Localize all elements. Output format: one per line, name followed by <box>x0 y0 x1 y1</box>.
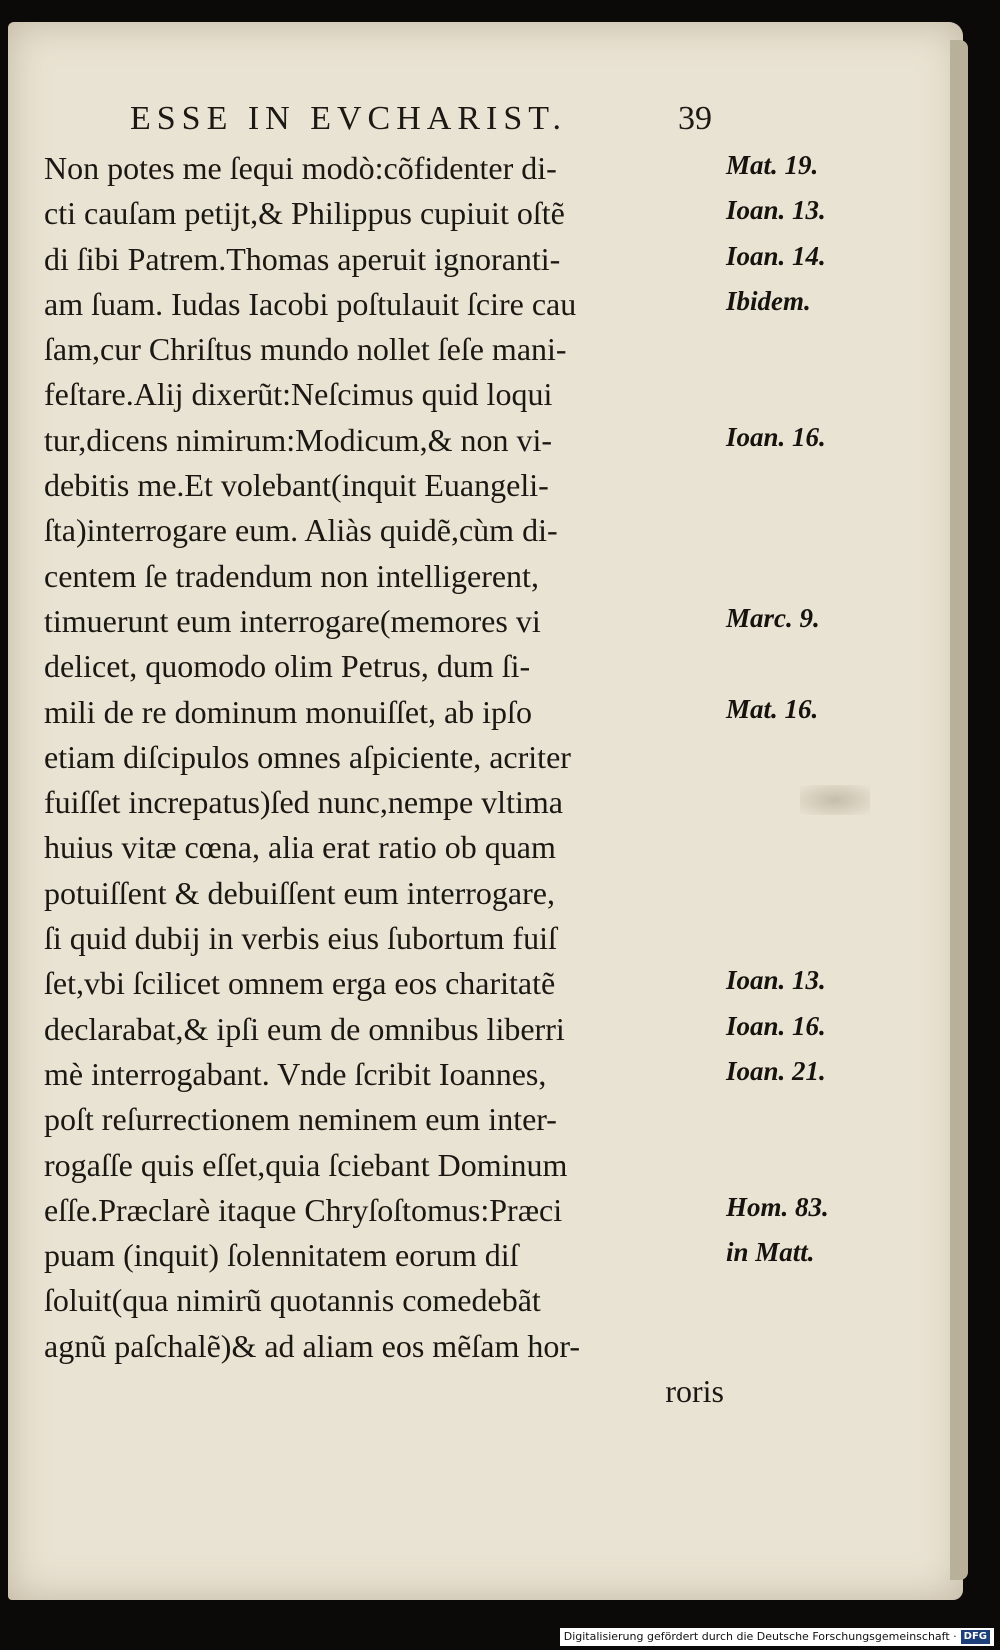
page-header <box>130 100 730 146</box>
text-line: mili de re dominum monuiſſet, ab ipſo <box>44 693 532 730</box>
marginal-note: Hom. 83. <box>726 1191 829 1222</box>
marginal-note: Ioan. 21. <box>726 1056 826 1086</box>
text-line: eſſe.Præclarè itaque Chryſoſtomus:Præci <box>44 1191 563 1228</box>
text-line: debitis me.Et volebant(inquit Euangeli- <box>44 467 549 504</box>
text-line: di ſibi Patrem.Thomas aperuit ignoranti- <box>44 240 561 277</box>
text-line: agnũ paſchalẽ)& ad aliam eos mẽſam hor- <box>44 1327 581 1364</box>
page-number: 39 <box>678 100 712 137</box>
text-line: ſet,vbi ſcilicet omnem erga eos charitatẽ <box>44 965 556 1002</box>
text-line: puam (inquit) ſolennitatem eorum diſ <box>44 1237 519 1274</box>
text-line: potuiſſent & debuiſſent eum interrogare, <box>44 874 555 911</box>
marginal-note: Ioan. 14. <box>726 240 826 271</box>
text-line: centem ſe tradendum non intelligerent, <box>44 557 539 594</box>
text-line: rogaſſe quis eſſet,quia ſciebant Dominum <box>44 1146 568 1183</box>
text-line: am ſuam. Iudas Iacobi poſtulauit ſcire cau <box>44 285 577 322</box>
page-edge <box>950 40 968 1580</box>
marginal-note: Mat. 19. <box>726 150 819 180</box>
text-line: timuerunt eum interrogare(memores vi <box>44 602 541 639</box>
text-line: cti cauſam petijt,& Philippus cupiuit oſtẽ <box>44 195 565 232</box>
text-line: ſta)interrogare eum. Aliàs quidẽ,cùm di- <box>44 512 558 549</box>
text-line: etiam diſcipulos omnes aſpiciente, acriter <box>44 738 571 775</box>
running-head: ESSE IN EVCHARIST. <box>130 100 567 137</box>
page-smudge <box>800 785 870 815</box>
digitization-credit <box>560 1628 994 1646</box>
marginal-note: Marc. 9. <box>726 603 820 633</box>
text-line: ſam,cur Chriſtus mundo nollet ſeſe mani- <box>44 331 567 368</box>
text-line: ſoluit(qua nimirũ quotannis comedebãt <box>44 1282 541 1319</box>
marginal-note: Ioan. 13. <box>726 965 826 996</box>
marginal-note: Mat. 16. <box>726 693 819 724</box>
marginal-note: Ioan. 13. <box>726 195 826 226</box>
dfg-logo: DFG <box>961 1630 990 1644</box>
text-line: feſtare.Alij dixerũt:Neſcimus quid loqui <box>44 376 553 413</box>
text-line: Non potes me ſequi modò:cõfidenter di- <box>44 150 557 186</box>
body-text <box>44 146 724 1414</box>
text-line: poſt reſurrectionem neminem eum inter- <box>44 1101 557 1138</box>
text-line: ſi quid dubij in verbis eius ſubortum fuiſ <box>44 920 557 957</box>
marginal-note: Ioan. 16. <box>726 421 826 452</box>
catchword: roris <box>665 1373 724 1410</box>
text-line: huius vitæ cœna, alia erat ratio ob quam <box>44 829 556 866</box>
text-line: fuiſſet increpatus)ſed nunc,nempe vltima <box>44 784 563 821</box>
credit-text: Digitalisierung gefördert durch die Deutsche Forschungsgemeinschaft · <box>563 1630 957 1643</box>
marginal-note: Ibidem. <box>726 285 811 316</box>
text-line: mè interrogabant. Vnde ſcribit Ioannes, <box>44 1055 547 1092</box>
text-line: declarabat,& ipſi eum de omnibus liberri <box>44 1010 565 1047</box>
marginal-note: Ioan. 16. <box>726 1010 826 1041</box>
text-line: delicet, quomodo olim Petrus, dum ſi- <box>44 648 531 685</box>
marginal-note: in Matt. <box>726 1237 815 1268</box>
text-line: tur,dicens nimirum:Modicum,& non vi- <box>44 421 552 458</box>
